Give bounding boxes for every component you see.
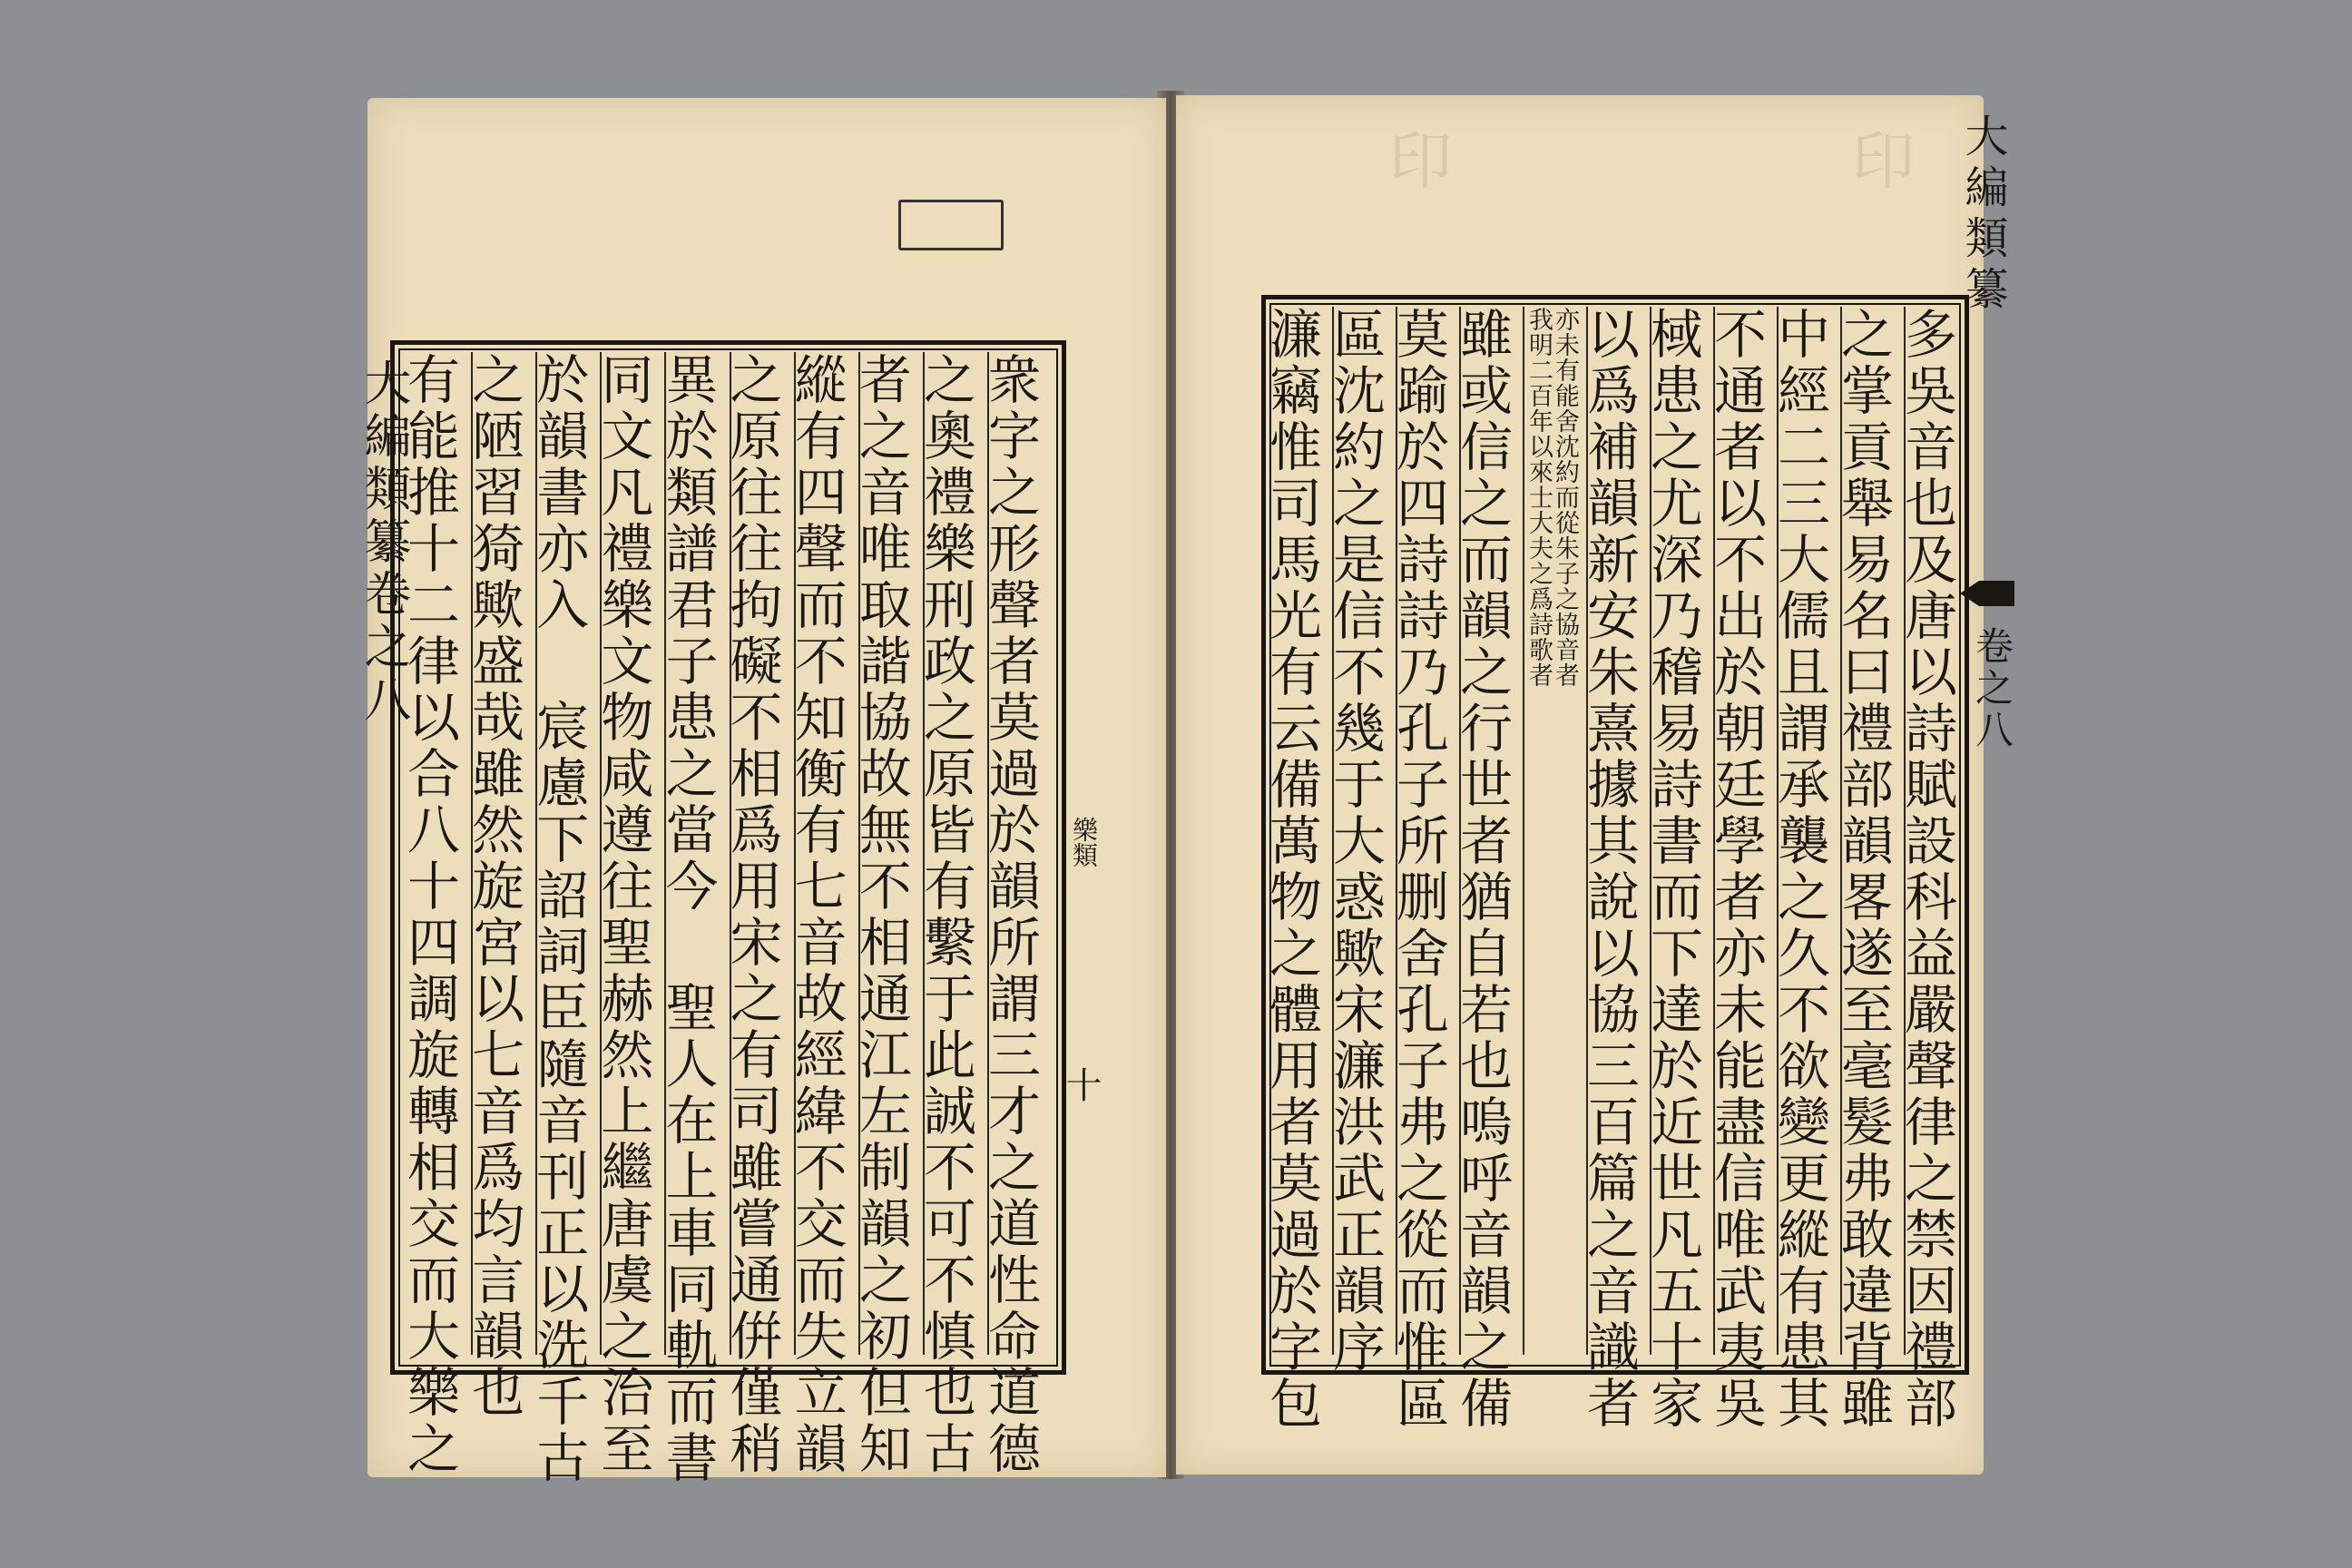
text-column: 以爲補韻新安朱熹據其說以協三百篇之音識者 — [1578, 307, 1640, 1432]
ink-mark-box — [898, 200, 1004, 250]
annotation-lower: 亦未有能舍沈約而從朱子之協音者 — [1551, 307, 1579, 688]
left-text-columns — [398, 352, 1042, 1486]
text-column: 中經二三大儒且謂承襲之久不欲變更縱有患其 — [1769, 307, 1830, 1432]
text-column: 異於類譜君子患之當今 聖人在上車同軌而書 — [656, 352, 719, 1486]
right-text-columns — [1260, 307, 1958, 1432]
text-column: 同文凡禮樂文物咸遵往聖赫然上繼唐虞之治至 — [592, 352, 654, 1477]
left-spine-title: 大編類纂卷之八 — [356, 358, 410, 727]
annotation-upper: 我明二百年以來士大夫之爲詩歌者 — [1524, 307, 1553, 688]
left-spine-subtitle: 樂類 — [1069, 817, 1099, 867]
text-column: 不通者以不出於朝廷學者亦未能盡信唯武夷吳 — [1705, 307, 1767, 1432]
text-column: 濂竊惟司馬光有云備萬物之體用者莫過於字包 — [1260, 307, 1322, 1432]
text-column: 多吳音也及唐以詩賦設科益嚴聲律之禁因禮部 — [1896, 307, 1957, 1432]
text-column: 衆字之形聲者莫過於韻所謂三才之道性命道德 — [978, 352, 1041, 1477]
text-column: 有能推十二律以合八十四調旋轉相交而大樂之 — [398, 352, 460, 1477]
text-column: 之奧禮樂刑政之原皆有繫于此誠不可不慎也古 — [914, 352, 976, 1477]
text-column: 者之音唯取諧協故無不相通江左制韻之初但知 — [849, 352, 912, 1477]
text-column: 之陋習猗歟盛哉雖然旋宮以七音爲均言韻也 — [463, 352, 525, 1421]
text-column: 縱有四聲而不知衡有七音故經緯不交而失立韻 — [785, 352, 848, 1477]
right-chapter-label: 卷之八 — [1970, 626, 2014, 751]
text-column: 之原往往拘礙不相爲用宋之有司雖嘗通倂僅稍 — [720, 352, 783, 1477]
left-folio-number: 十 — [1060, 1066, 1102, 1102]
text-column: 雖或信之而韻之行世者猶自若也嗚呼音韻之備 — [1451, 307, 1513, 1432]
faded-seal-impression: 印 — [1378, 127, 1453, 191]
right-spine-title: 大編類纂 — [1957, 113, 2008, 317]
annotation-column — [1523, 307, 1577, 1355]
text-column: 於韻書亦入 宸慮下詔詞臣隨音刊正以洗千古 — [527, 352, 590, 1486]
text-column: 區沈約之是信不幾于大惑歟宋濂洪武正韻序 — [1324, 307, 1386, 1376]
faded-seal-impression: 印 — [1841, 127, 1916, 191]
text-column: 莫踰於四詩詩乃孔子所删舍孔子弗之從而惟區 — [1387, 307, 1449, 1432]
text-column: 之掌貢舉易名曰禮部韻畧遂至毫髮弗敢違背雖 — [1832, 307, 1894, 1432]
text-column: 棫患之尤深乃稽易詩書而下達於近世凡五十家 — [1642, 307, 1703, 1432]
